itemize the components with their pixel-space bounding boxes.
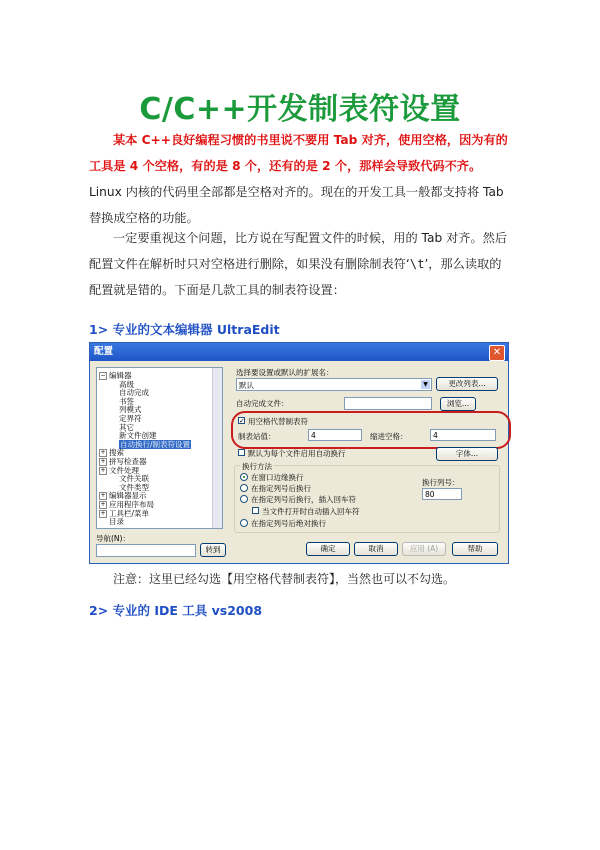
wrap-column-input[interactable]: 80 — [422, 488, 462, 500]
section-heading-ultraedit: 1> 专业的文本编辑器 UltraEdit — [89, 322, 280, 337]
tab-escape-code: \t — [409, 257, 425, 271]
tree-item-label: 编辑器显示 — [109, 491, 147, 501]
default-wrap-checkbox[interactable] — [238, 449, 245, 456]
nav-label: 导航(N)： — [96, 534, 130, 543]
config-dialog — [89, 342, 509, 564]
tree-item[interactable] — [99, 509, 149, 518]
chevron-down-icon[interactable]: ▼ — [421, 380, 430, 389]
apply-button[interactable]: 应用 (A) — [402, 542, 446, 556]
expand-icon[interactable]: + — [100, 509, 106, 517]
problem-paragraph — [89, 225, 513, 303]
tree-item-label: 高级 — [119, 379, 134, 389]
ext-label: 选择要设置或默认的扩展名： — [236, 368, 334, 377]
tree-item-label: 其它 — [119, 422, 134, 432]
expand-icon[interactable]: + — [100, 501, 106, 508]
autocomplete-label: 自动完成文件： — [236, 399, 289, 408]
expand-icon[interactable]: + — [100, 449, 106, 457]
expand-icon[interactable]: + — [100, 492, 106, 500]
wrap-column-label: 换行列号： — [422, 478, 460, 487]
ext-value: 默认 — [239, 381, 254, 390]
wrap-option-label-3: 在指定列号后换行，插入回车符 — [251, 495, 356, 504]
use-spaces-checkbox[interactable]: ✓ — [239, 417, 245, 425]
nav-input[interactable] — [96, 544, 196, 557]
indent-label: 缩进空格： — [370, 432, 408, 441]
tree-item-label: 应用程序布局 — [109, 500, 154, 509]
tree-item-label: 新文件创建 — [119, 431, 157, 441]
intro-paragraph — [89, 127, 513, 231]
tree-item-label: 工具栏/菜单 — [109, 508, 150, 518]
tree-item-label: 自动完成 — [119, 388, 149, 398]
cancel-button[interactable]: 取消 — [354, 542, 398, 556]
page-title: C/C++开发制表符设置 — [139, 92, 461, 127]
use-spaces-label: 用空格代替制表符 — [248, 417, 308, 426]
tab-stop-label: 制表站值： — [238, 432, 276, 441]
autocomplete-input[interactable] — [344, 397, 432, 410]
wrap-method-label: 换行方法 — [242, 462, 272, 471]
tree-item-label: 拼写检查器 — [109, 457, 147, 466]
expand-icon[interactable]: + — [100, 466, 106, 474]
tree-item-label: 自动换行/制表符设置 — [120, 439, 191, 449]
close-icon[interactable]: ✕ — [489, 345, 505, 361]
tree-scrollbar[interactable] — [212, 368, 222, 528]
note-text: 注意：这里已经勾选【用空格代替制表符】，当然也可以不勾选。 — [113, 572, 456, 586]
dialog-title: 配置 — [94, 346, 114, 357]
default-wrap-label: 默认为每个文件启用自动换行 — [248, 449, 346, 458]
problem-text-after: ’，那么读取的配置就是错的。下面是几款工具的制表符设置： — [89, 257, 502, 297]
tree-item[interactable] — [109, 517, 124, 526]
wrap-option-label-2: 在指定列号后换行 — [251, 484, 311, 493]
font-button[interactable]: 字体... — [436, 447, 498, 461]
collapse-icon[interactable]: − — [100, 372, 106, 379]
tab-stop-input[interactable]: 4 — [308, 429, 362, 441]
wrap-option-label-4: 在指定列号后绝对换行 — [251, 519, 326, 528]
wrap-option-label-1: 在窗口边缘换行 — [251, 473, 304, 482]
tree-item-label: 书签 — [119, 396, 134, 406]
wrap-option-radio-3[interactable] — [240, 495, 248, 503]
tree-item-label: 列模式 — [119, 405, 142, 415]
tree-item-label: 文件类型 — [119, 482, 149, 492]
help-button[interactable]: 帮助 — [452, 542, 498, 556]
wrap-option-radio-2[interactable] — [240, 484, 248, 492]
tree-item-label: 目录 — [109, 517, 124, 527]
goto-button[interactable]: 转到 — [200, 543, 226, 557]
browse-button[interactable]: 浏览... — [440, 397, 476, 411]
dialog-titlebar — [90, 343, 508, 361]
section-heading-vs2008: 2> 专业的 IDE 工具 vs2008 — [89, 603, 263, 618]
tree-item-label: 文件关联 — [119, 474, 149, 484]
auto-cr-checkbox[interactable] — [252, 507, 259, 514]
tree-item-label: 定界符 — [119, 414, 142, 423]
expand-icon[interactable]: + — [100, 458, 106, 465]
tree-item-label: 编辑器 — [109, 371, 132, 380]
change-list-button[interactable]: 更改列表... — [436, 377, 498, 391]
ext-select[interactable] — [236, 378, 432, 391]
wrap-option-radio-1[interactable] — [240, 473, 248, 481]
problem-text-before: 一定要重视这个问题，比方说在写配置文件的时候，用的 Tab 对齐。然后配置文件在解析时只对空格进行删除，如果没有删除制表符‘ — [89, 231, 508, 271]
tree-item-label: 搜索 — [109, 448, 124, 458]
intro-red-text: 某本 C++良好编程习惯的书里说不要用 Tab 对齐，使用空格，因为有的工具是 4 个空格，有的是 8 个，还有的是 2 个，那样会导致代码不齐。 — [89, 133, 508, 173]
intro-normal-text: Linux 内核的代码里全部都是空格对齐的。现在的开发工具一般都支持将 Tab 替换成空格的功能。 — [89, 185, 504, 225]
tree-item-label: 文件处理 — [109, 465, 139, 475]
wrap-option-radio-4[interactable] — [240, 519, 248, 527]
tree-item[interactable] — [119, 440, 191, 449]
indent-input[interactable]: 4 — [430, 429, 496, 441]
settings-tree[interactable] — [96, 367, 223, 529]
ok-button[interactable]: 确定 — [306, 542, 350, 556]
auto-cr-label: 当文件打开时自动插入回车符 — [262, 507, 360, 516]
